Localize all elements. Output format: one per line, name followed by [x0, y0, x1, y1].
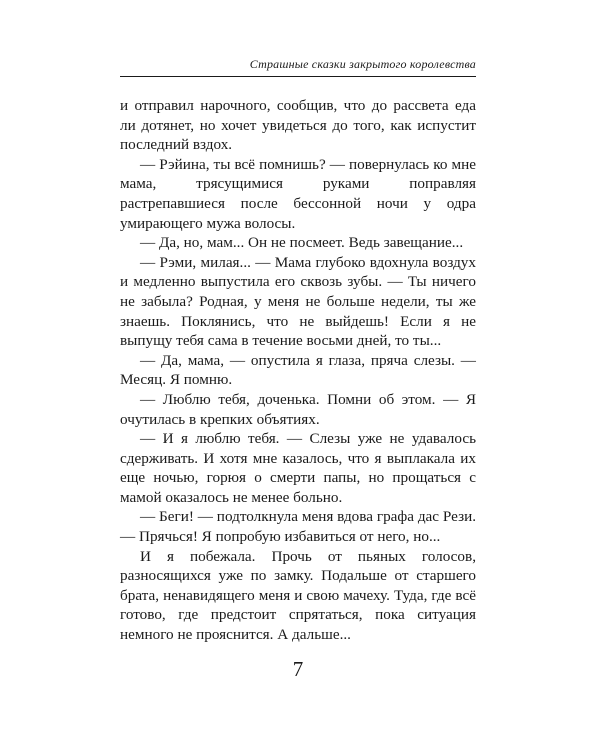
- paragraph-5: — Да, мама, — опустила я глаза, пряча слезы. — Месяц. Я помню.: [120, 351, 476, 389]
- paragraph-7: — И я люблю тебя. — Слезы уже не удавалось сдерживать. И хотя мне казалось, что я выплакала их еще ночью, горюя о смерти папы, но прощаться с мамой оказалось не менее больно.: [120, 430, 476, 506]
- paragraph-4: — Рэми, милая... — Мама глубоко вдохнула воздух и медленно выпустила его сквозь зубы. — Ты ничего не забыла? Родная, у меня не больше недели, ты же знаешь. Поклянись, что не выйдешь! Если я не выпущу тебя сама в течение восьми дней, то ты...: [120, 253, 476, 350]
- running-header: Страшные сказки закрытого королевства: [249, 57, 476, 71]
- paragraph-6: — Люблю тебя, доченька. Помни об этом. — Я очутилась в крепких объятиях.: [120, 390, 476, 428]
- header-rule: [120, 76, 476, 77]
- paragraph-2: — Рэйина, ты всё помнишь? — повернулась ко мне мама, трясущимися руками поправляя растрепавшиеся после бессонной ночи у одра умирающего мужа волосы.: [120, 155, 476, 232]
- page-number: 7: [292, 657, 304, 681]
- paragraph-1: и отправил нарочного, сообщив, что до рассвета еда ли дотянет, но хочет увидеться до того, как испустит последний вздох.: [120, 97, 476, 154]
- paragraph-3: — Да, но, мам... Он не посмеет. Ведь завещание...: [140, 234, 464, 252]
- body-text: [120, 96, 476, 645]
- paragraph-8: — Беги! — подтолкнула меня вдова графа дас Рези. — Прячься! Я попробую избавиться от него, но...: [120, 508, 476, 546]
- paragraph-9: И я побежала. Прочь от пьяных голосов, разносящихся уже по замку. Подальше от старшего брата, ненавидящего меня и свою мачеху. Туда, где всё готово, где предстоит спрятаться, пока ситуация немного не прояснится. А дальше...: [120, 547, 476, 644]
